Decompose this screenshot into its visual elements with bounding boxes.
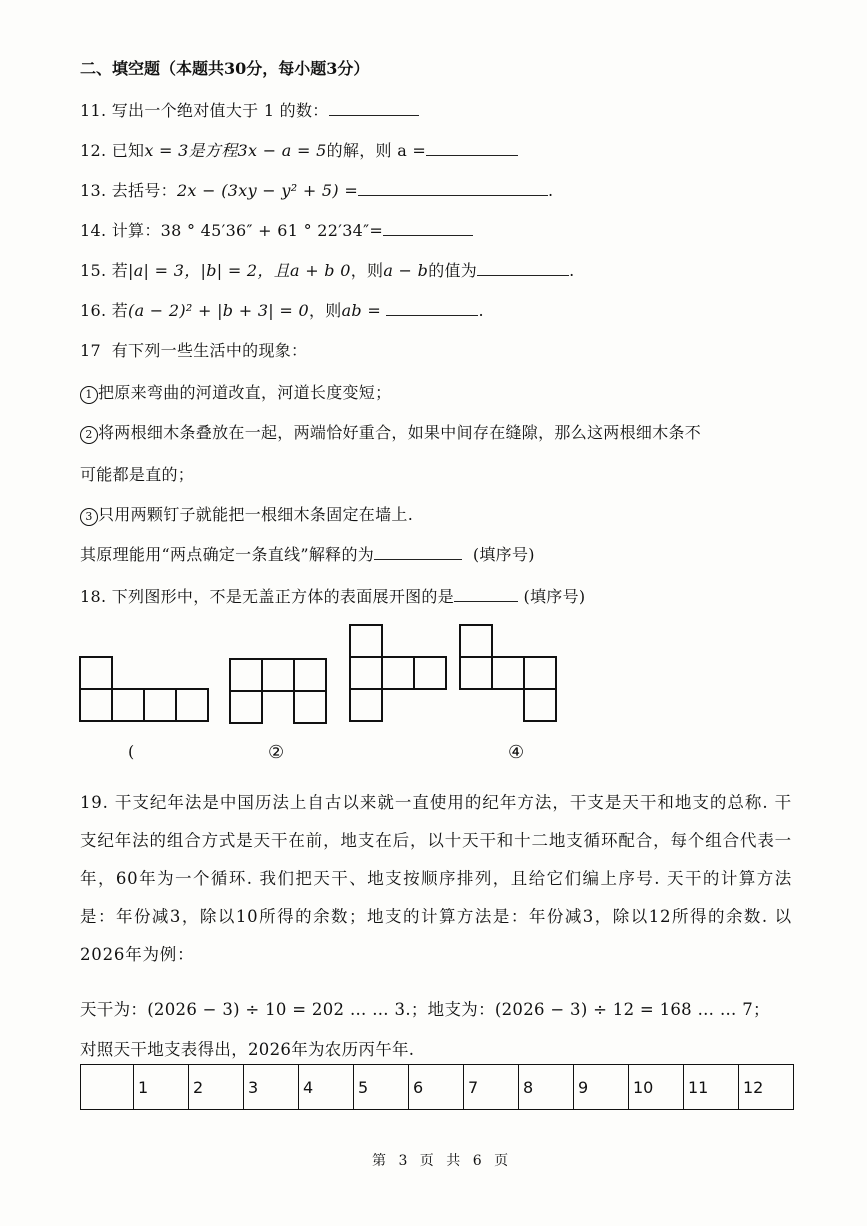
q16-equation: (a − 2)² + |b + 3| = 0: [128, 301, 309, 320]
table-cell: 11: [684, 1065, 739, 1110]
table-cell: 1: [134, 1065, 189, 1110]
q17-intro: 有下列一些生活中的现象：: [111, 341, 308, 360]
table-cell: 4: [299, 1065, 354, 1110]
table-cell: 12: [739, 1065, 794, 1110]
q18-text: 18. 下列图形中，不是无盖正方体的表面展开图的是: [80, 587, 455, 606]
table-cell: 6: [409, 1065, 464, 1110]
q17-answer-blank[interactable]: [374, 545, 462, 560]
q16-prefix: 16. 若: [80, 301, 129, 320]
q16-answer-blank[interactable]: [386, 301, 478, 316]
q13-end: .: [548, 181, 554, 200]
table-row: [81, 1065, 794, 1110]
q12-equation: x = 3是方程3x − a = 5: [144, 141, 327, 160]
table-cell: [81, 1065, 134, 1110]
q15-prefix: 15. 若: [80, 261, 129, 280]
q15-end: .: [569, 261, 575, 280]
question-15: [80, 258, 574, 281]
table-cell: 3: [244, 1065, 299, 1110]
q11-text: 11. 写出一个绝对值大于 1 的数：: [80, 101, 329, 120]
table-cell: 10: [629, 1065, 684, 1110]
table-cell: 9: [574, 1065, 629, 1110]
q15-expr: a − b: [383, 261, 429, 280]
q17-hint: (填序号): [472, 545, 535, 564]
net-figure-1: [80, 657, 208, 721]
section-title: 二、填空题（本题共30分，每小题3分）: [80, 59, 370, 78]
q15-answer-blank[interactable]: [477, 261, 569, 276]
q17-item3-marker: 3: [80, 508, 98, 526]
q15-suffix: 的值为: [428, 261, 478, 280]
q15-condition: |a| = 3，|b| = 2，且a + b 0: [128, 261, 351, 280]
net-label-1: (: [128, 742, 135, 761]
table-cell: 2: [189, 1065, 244, 1110]
q17-item2-continued: 可能都是直的；: [80, 465, 195, 484]
q15-mid: ，则: [350, 261, 384, 280]
table-cell: 5: [354, 1065, 409, 1110]
table-cell: 7: [464, 1065, 519, 1110]
q17-item-1: [80, 380, 391, 404]
q18-answer-blank[interactable]: [454, 587, 518, 602]
question-13: [80, 178, 553, 201]
q17-item2-text: 将两根细木条叠放在一起，两端恰好重合，如果中间存在缝隙，那么这两根细木条不: [98, 423, 702, 442]
q17-number: 17: [80, 341, 101, 360]
net-figure-4: [460, 625, 556, 721]
net-label-4: ④: [508, 742, 525, 763]
q13-prefix: 13. 去括号：: [80, 181, 177, 200]
q19-calculation: 天干为：(2026 − 3) ÷ 10 = 202 … … 3.；地支为：(2026 − 3) ÷ 12 = 168 … … 7；: [80, 1000, 770, 1019]
q19-paragraph: 19. 干支纪年法是中国历法上自古以来就一直使用的纪年方法，干支是天干和地支的总称. 干支纪年法的组合方式是天干在前，地支在后，以十天干和十二地支循环配合，每个组合代表一年，60年为一个循环. 我们把天干、地支按顺序排列，且给它们编上序号. 天干的计算方法是：年份减3，除以10所得的余数；地支的计算方法是：年份减3，除以12所得的余数. 以2026年为例：: [80, 793, 792, 964]
q14-answer-blank[interactable]: [383, 221, 473, 236]
q16-end: .: [478, 301, 484, 320]
q17-item-2: [80, 420, 701, 444]
q14-expression: 38 ° 45′36″ + 61 ° 22′34″=: [160, 221, 384, 240]
q14-prefix: 14. 计算：: [80, 221, 161, 240]
net-label-2: ②: [268, 742, 285, 763]
question-16: [80, 298, 484, 321]
question-11: [80, 98, 419, 121]
q16-expr: ab =: [341, 301, 382, 320]
q18-hint: (填序号): [523, 587, 586, 606]
question-12: [80, 138, 518, 161]
q13-answer-blank[interactable]: [358, 181, 548, 196]
q17-item1-text: 把原来弯曲的河道改直，河道长度变短；: [98, 383, 392, 402]
q17-question-text: 其原理能用“两点确定一条直线”解释的为: [80, 545, 375, 564]
q11-answer-blank[interactable]: [329, 101, 419, 116]
q17-item2-marker: 2: [80, 426, 98, 444]
tiangan-dizhi-table: [80, 1064, 794, 1110]
q17-question: [80, 542, 535, 565]
page-footer: 第 3 页 共 6 页: [372, 1153, 513, 1169]
question-14: [80, 218, 473, 241]
q17-item-3: [80, 502, 413, 526]
q19-result: 对照天干地支表得出，2026年为农历丙午年.: [80, 1040, 415, 1059]
question-18: [80, 584, 585, 607]
cube-net-figures: [70, 615, 570, 730]
net-figure-2: [230, 659, 326, 723]
q12-suffix: 的解，则 a =: [326, 141, 427, 160]
q13-expression: 2x − (3xy − y² + 5) =: [176, 181, 359, 200]
q17-item1-marker: 1: [80, 386, 98, 404]
question-17: [80, 338, 307, 361]
net-figure-3: [350, 625, 446, 721]
q17-item3-text: 只用两颗钉子就能把一根细木条固定在墙上.: [98, 505, 414, 524]
q16-mid: ，则: [308, 301, 342, 320]
q12-answer-blank[interactable]: [426, 141, 518, 156]
q12-prefix: 12. 已知: [80, 141, 145, 160]
table-cell: 8: [519, 1065, 574, 1110]
